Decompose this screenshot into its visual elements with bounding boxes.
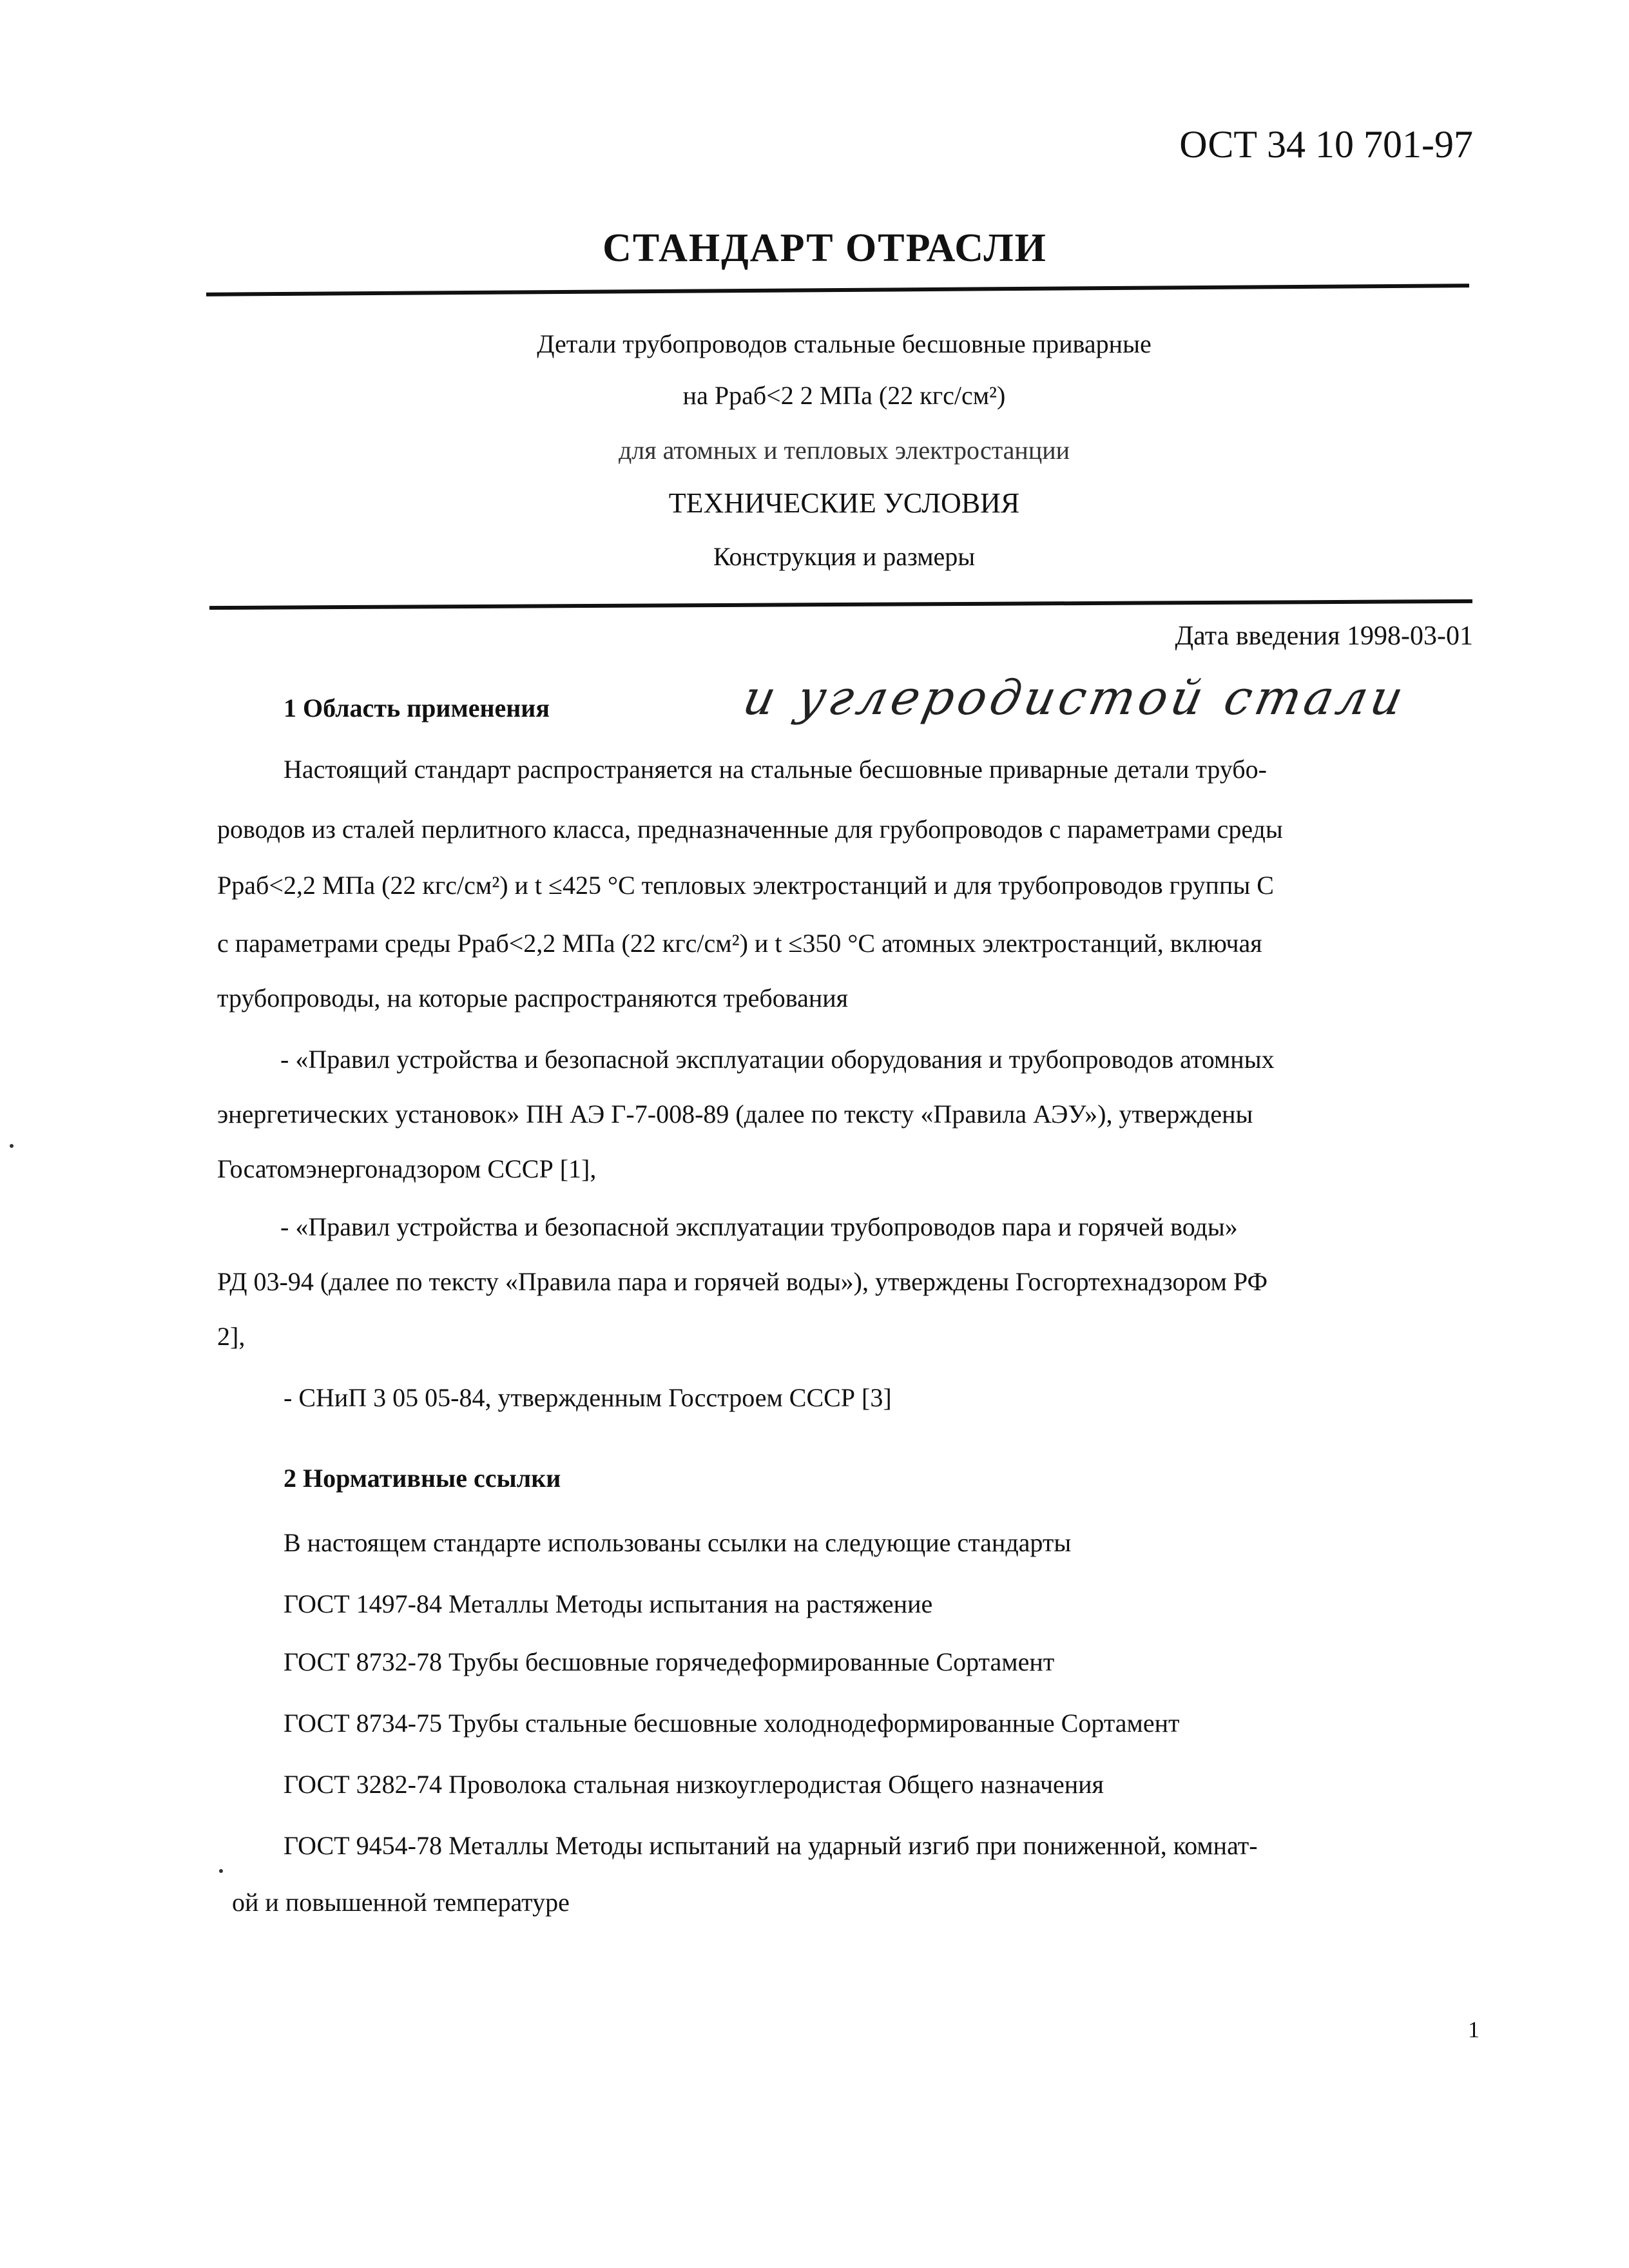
section-1-heading: 1 Область применения bbox=[284, 693, 550, 722]
subtitle-line-1: Детали трубопроводов стальные бесшовные приварные bbox=[537, 329, 1152, 358]
section-1-line: Рраб<2,2 МПа (22 кгс/см²) и t ≤425 °С тепловых электростанций и для трубопроводов группы С bbox=[217, 871, 1274, 900]
handwritten-note: и углеродистой стали bbox=[738, 670, 1412, 726]
section-2-line: ГОСТ 1497-84 Металлы Методы испытания на растяжение bbox=[284, 1589, 933, 1618]
section-2-heading: 2 Нормативные ссылки bbox=[284, 1464, 561, 1493]
section-2-line: В настоящем стандарте использованы ссылки на следующие стандарты bbox=[284, 1528, 1072, 1557]
section-1-line: Госатомэнергонадзором СССР [1], bbox=[217, 1154, 597, 1183]
subtitle-rule bbox=[209, 599, 1472, 610]
section-1-line: Настоящий стандарт распространяется на стальные бесшовные приварные детали трубо- bbox=[284, 755, 1267, 784]
subtitle-line-4: ТЕХНИЧЕСКИЕ УСЛОВИЯ bbox=[668, 487, 1020, 519]
document-title: СТАНДАРТ ОТРАСЛИ bbox=[602, 226, 1047, 270]
standard-code: ОСТ 34 10 701-97 bbox=[1179, 123, 1473, 166]
subtitle-line-5: Конструкция и размеры bbox=[713, 542, 976, 571]
section-1-line: трубопроводы, на которые распространяются требования bbox=[217, 984, 849, 1013]
section-1-line: с параметрами среды Рраб<2,2 МПа (22 кгс/см²) и t ≤350 °С атомных электростанций, включая bbox=[217, 929, 1262, 958]
section-1-line: 2], bbox=[217, 1322, 246, 1351]
section-2-line: ГОСТ 8732-78 Трубы бесшовные горячедеформированные Сортамент bbox=[284, 1647, 1055, 1676]
section-1-line: - СНиП 3 05 05-84, утвержденным Госстроем СССР [3] bbox=[284, 1383, 892, 1412]
subtitle-line-2: на Рраб<2 2 МПа (22 кгс/см²) bbox=[682, 381, 1006, 410]
section-2-line: ГОСТ 3282-74 Проволока стальная низкоуглеродистая Общего назначения bbox=[284, 1770, 1104, 1799]
section-2-line: ГОСТ 8734-75 Трубы стальные бесшовные холоднодеформированные Сортамент bbox=[284, 1709, 1180, 1738]
section-1-line: РД 03-94 (далее по тексту «Правила пара и горячей воды»), утверждены Госгортехнадзором РФ bbox=[217, 1267, 1268, 1296]
section-2-line: ой и повышенной температуре bbox=[232, 1888, 570, 1917]
subtitle-line-3: для атомных и тепловых электростанции bbox=[618, 436, 1070, 465]
page-number: 1 bbox=[1468, 2017, 1480, 2042]
title-rule bbox=[206, 284, 1469, 296]
section-1-line: энергетических установок» ПН АЭ Г-7-008-89 (далее по тексту «Правила АЭУ»), утверждены bbox=[217, 1100, 1253, 1129]
scan-speck bbox=[10, 1144, 14, 1148]
scan-speck bbox=[219, 1869, 223, 1873]
section-2-line: ГОСТ 9454-78 Металлы Методы испытаний на ударный изгиб при пониженной, комнат- bbox=[284, 1831, 1258, 1860]
section-1-line: - «Правил устройства и безопасной эксплуатации оборудования и трубопроводов атомных bbox=[280, 1045, 1275, 1074]
section-1-line: роводов из сталей перлитного класса, предназначенные для грубопроводов с параметрами среды bbox=[217, 815, 1283, 844]
intro-date: Дата введения 1998-03-01 bbox=[1175, 621, 1473, 651]
section-1-line: - «Правил устройства и безопасной эксплуатации трубопроводов пара и горячей воды» bbox=[280, 1212, 1238, 1241]
